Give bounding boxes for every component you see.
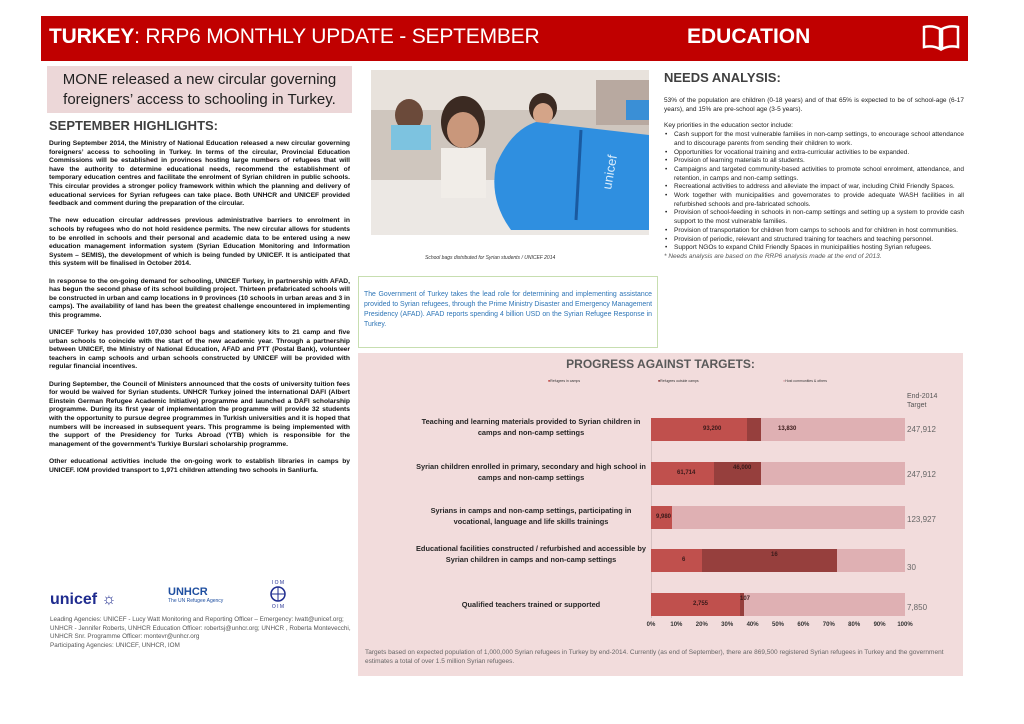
- row-label: Educational facilities constructed / refurbished and accessible by Syrian children in camps and non-camp settings: [416, 544, 647, 564]
- row-label: Teaching and learning materials provided to Syrian children in camps and non-camp settings: [421, 417, 641, 437]
- unhcr-logo: [168, 588, 223, 606]
- legend-item: [658, 379, 699, 383]
- x-axis: [646, 622, 919, 632]
- globe-icon: [268, 586, 288, 602]
- legend-label: Refugees in camps: [550, 379, 581, 383]
- unhcr-wordmark: UNHCR: [168, 586, 208, 598]
- list-item: • Opportunities for vocational training and extra-curricular activities to be expanded.: [664, 149, 964, 158]
- bar-value: 2,755: [693, 601, 709, 607]
- highlights-title: SEPTEMBER HIGHLIGHTS:: [49, 118, 219, 133]
- x-tick: 0%: [646, 622, 656, 628]
- participating-agencies: Participating Agencies: UNICEF, UNHCR, IOM: [50, 641, 180, 649]
- needs-body: [664, 97, 964, 262]
- row-label: Syrians in camps and non-camp settings, participating in vocational, language and life skills trainings: [430, 506, 632, 526]
- list-item: • Provision of learning materials to all students.: [664, 157, 964, 166]
- unicef-wordmark: unicef: [50, 591, 98, 608]
- target-value: 247,912: [907, 425, 936, 434]
- bar-segment-outside-camps: [747, 418, 761, 441]
- contacts-block: [50, 616, 355, 650]
- list-item: • Campaigns and targeted community-based activities to promote school enrolment, attendance, and retention, in camps and non-camp settings.: [664, 166, 964, 183]
- country-name: TURKEY: [49, 25, 135, 48]
- highlight-paragraph: Other educational activities include the on-going work to establish libraries in camps by UNICEF. IOM provided transport to 1,971 children attending two schools in Sanliurfa.: [49, 457, 350, 474]
- row-label: Qualified teachers trained or supported: [461, 600, 601, 609]
- progress-title: PROGRESS AGAINST TARGETS:: [566, 357, 755, 371]
- bar-value: 46,000: [733, 465, 752, 471]
- legend-swatch: ■: [548, 379, 551, 383]
- needs-intro: 53% of the population are children (0-18 years) and of that 65% is expected to be of school-age (6-17 years), and 15% are pre-school age (3-5 years).: [664, 97, 964, 113]
- needs-note: * Needs analysis are based on the RRP6 analysis made at the end of 2013.: [664, 252, 882, 260]
- x-tick: 40%: [746, 622, 759, 628]
- bar-value: 13,830: [778, 426, 797, 432]
- government-info-box: The Government of Turkey takes the lead role for determining and implementing assistance provided to Syrian refugees, through the Prime Ministry Disaster and Emergency Management Presidency (AFAD). AFAD reports spending 4 billion USD on the Syrian Refugee Response in Turkey.: [358, 276, 658, 348]
- bar-value: 61,714: [677, 470, 696, 476]
- progress-bar: [651, 462, 905, 485]
- legend-swatch: ■: [783, 379, 786, 383]
- bar-segment-camps: [651, 549, 702, 572]
- progress-bar: [651, 418, 905, 441]
- bar-segment-camps: [651, 418, 747, 441]
- page-title: [49, 25, 539, 49]
- x-tick: 100%: [897, 622, 913, 628]
- section-label: EDUCATION: [687, 25, 811, 48]
- list-item: • Work together with municipalities and governorates to provide adequate WASH facilities in all refurbished schools and pre-fabricated schools.: [664, 192, 964, 209]
- iom-top-text: I O M: [271, 580, 285, 586]
- header-banner: [41, 16, 968, 61]
- highlight-paragraph: The new education circular addresses previous administrative barriers to enrolment in schools by refugees who do not hold residence permits. The new circular allows for students to be enrolled in schools and their personal and academic data to be entered using a new education management information system (Syrian Education Monitoring and Information System – SEMIS), the development of which is being funded by UNICEF. It is anticipated that this system will be finalised in October 2014.: [49, 217, 350, 268]
- x-tick: 90%: [873, 622, 886, 628]
- legend-label: Host communities & others: [785, 379, 827, 383]
- priorities-list: [664, 131, 964, 253]
- highlights-body: [49, 140, 350, 484]
- highlight-paragraph: During September, the Council of Ministers announced that the costs of university tuition fees for would be waived for Syrian students. UNHCR Turkey joined the international DAFI (Albert Einstein German Refugee Academic Initiative) programme and launched a DAFI scholarship programme. During its first year of implementation the programme will provide 32 students with the opportunity to pursue degree programmes in Turkish universities and it is hoped that numbers will be increased in subsequent years. This programme is being implemented with the support of the Presidency for Turks Abroad (YTB) which is responsible for the management of the government’s Turkiye Burslari scholarship programme.: [49, 380, 350, 448]
- needs-title: NEEDS ANALYSIS:: [664, 70, 781, 85]
- highlight-paragraph: UNICEF Turkey has provided 107,030 school bags and stationery kits to 21 camp and five urban schools to coincide with the start of the new academic year. Through a partnership between UNICEF, the Ministry of National Education, AFAD and PTT (Postal Bank), volunteer teachers in camp schools and urban schools constructed by UNICEF will be provided with regular financial incentives.: [49, 329, 350, 371]
- title-text: : RRP6 MONTHLY UPDATE - SEPTEMBER: [134, 25, 540, 48]
- list-item: • Provision of school-feeding in schools in non-camp settings and setting up a system to provide cash support to the most vulnerable families.: [664, 209, 964, 226]
- school-bag-photo: [371, 70, 649, 235]
- list-item: • Recreational activities to address and alleviate the impact of war, including Child Friendly Spaces.: [664, 183, 964, 192]
- bar-value: 107: [740, 596, 751, 602]
- bar-value: 6: [682, 557, 686, 563]
- list-item: • Support NGOs to expand Child Friendly Spaces in municipalities hosting Syrian refugees.: [664, 244, 964, 253]
- headline-box: MONE released a new circular governing foreigners’ access to schooling in Turkey.: [47, 66, 352, 113]
- legend-swatch: ■: [658, 379, 661, 383]
- progress-panel: [358, 353, 963, 676]
- progress-bar: [651, 506, 905, 529]
- progress-bar: [651, 593, 905, 616]
- unhcr-tagline: The UN Refugee Agency: [168, 598, 224, 604]
- x-tick: 50%: [771, 622, 785, 628]
- open-book-icon: [921, 24, 961, 52]
- globe-icon: ☼: [101, 591, 117, 608]
- progress-bar: [651, 549, 905, 572]
- target-value: 123,927: [907, 515, 936, 524]
- legend-item: [548, 379, 580, 383]
- list-item: • Cash support for the most vulnerable families in non-camp settings, to encourage school attendance and to discourage parents from sending their children to work.: [664, 131, 964, 148]
- target-value: 7,850: [907, 603, 928, 612]
- unicef-logo: [50, 591, 116, 609]
- x-tick: 30%: [721, 622, 734, 628]
- x-tick: 80%: [848, 622, 861, 628]
- x-tick: 60%: [797, 622, 810, 628]
- photo-caption: School bags distributed for Syrian students / UNICEF 2014: [425, 255, 556, 261]
- list-item: • Provision of transportation for children from camps to schools and for children in host communities.: [664, 227, 964, 236]
- bar-value: 9,980: [656, 514, 672, 520]
- bar-value: 93,200: [703, 426, 722, 432]
- target-value: 30: [907, 563, 916, 572]
- bar-value: 16: [771, 552, 778, 558]
- leading-agencies: Leading Agencies: UNICEF - Lucy Watt Monitoring and Reporting Officer – Emergency: lwatt@unicef.org; UNHCR - Jennifer Roberts, UNHCR Education Officer: robertsj@unhcr.org; UNHCR , Roberta Montevecchi, UNHCR Snr. Programme Officer: montevr@unhcr.org: [50, 616, 351, 640]
- svg-text:unicef: unicef: [599, 153, 620, 191]
- x-tick: 20%: [695, 622, 708, 628]
- legend-label: Refugees outside camps: [660, 379, 699, 383]
- x-tick: 70%: [822, 622, 835, 628]
- target-value: 247,912: [907, 470, 936, 479]
- targets-footnote: Targets based on expected population of 1,000,000 Syrian refugees in Turkey by end-2014. Currently (as end of September), there are 869,500 registered Syrian refugees in Turkey and the government estimates a total of over 1.5 million Syrian refugees.: [365, 649, 944, 665]
- priorities-intro: Key priorities in the education sector include:: [664, 122, 793, 130]
- row-label: Syrian children enrolled in primary, secondary and high school in camps and non-camp settings: [416, 462, 646, 482]
- x-tick: 10%: [670, 622, 683, 628]
- legend-item: [783, 379, 827, 383]
- agency-logos: [50, 580, 350, 613]
- highlight-paragraph: In response to the on-going demand for schooling, UNICEF Turkey, in partnership with AFAD, has begun the second phase of its school building project. Thirteen prefabricated schools will be constructed in urban and camp locations in 9 provinces (10 schools in urban areas and 3 in camps). The availability of land has been the greatest challenge encountered in implementing this programme.: [49, 277, 350, 319]
- photo-illustration: [371, 70, 649, 235]
- list-item: • Provision of periodic, relevant and structured training for teachers and teaching personnel.: [664, 236, 964, 245]
- iom-logo: [263, 580, 293, 610]
- iom-bottom-text: O I M: [271, 604, 285, 610]
- highlight-paragraph: During September 2014, the Ministry of National Education released a new circular governing foreigners’ access to schooling in Turkey. In terms of the circular, Provincial Education Commissions will be established in provinces hosting large numbers of refugees that will have the authority to determine educational needs, recommend the establishment of temporary education centres and facilitate the enrolment of Syrian children in public schools. This circular provides a stronger policy framework within which the planning and delivery of educational services for Syrian refugees can take place. Both UNHCR and UNICEF provided feedback and comment during the preparation of the circular.: [49, 140, 350, 208]
- bar-segment-outside-camps: [702, 549, 837, 572]
- target-column-header: End-2014 Target: [907, 393, 938, 409]
